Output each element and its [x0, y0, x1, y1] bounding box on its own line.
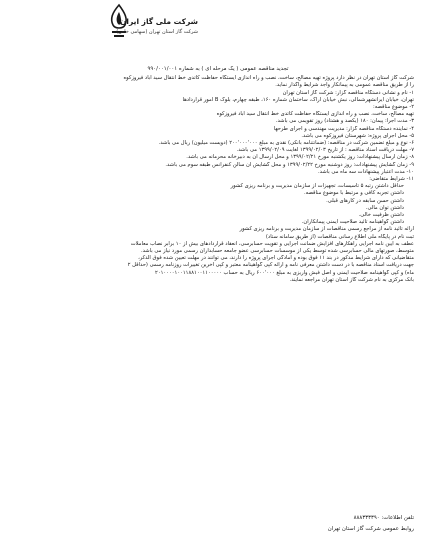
- notice-line-subject: تهیه مصالح، ساخت، نصب و راه اندازی ایستگاه حفاظت کاتدی خط انتقال سید آباد فیروزکوه: [216, 111, 414, 118]
- notice-detail-audit-2: متوسط، صورتهای مالی حسابرسی شده توسط یکی از موسسات حسابرسی عضو جامعه حسابداران رسمی مورد نیاز می باشد.: [140, 248, 414, 255]
- footer-department: روابط عمومی شرکت گاز استان تهران: [327, 526, 414, 532]
- notice-detail-audit-1: عطف به آیین نامه اجرایی راهکارهای افزایش ضمانت اجرایی و تقویت حسابرسی، انعقاد قراردادهای بیش از ۱۰ برابر نصاب معاملات: [130, 240, 414, 247]
- notice-condition-safety: داشتن گواهینامه تائید صلاحیت ایمنی پیمانکاران.: [301, 219, 404, 226]
- notice-detail-approval: ارائه تائید نامه از مراجع رسمی مناقصات از سازمان مدیریت و برنامه ریزی کشور: [239, 226, 414, 233]
- logo-company-name: شرکت ملی گاز ایران: [120, 17, 198, 26]
- notice-condition-financial: داشتن توان مالی.: [365, 204, 404, 211]
- notice-line-documents-deadline: ۷- مهلت دریافت اسناد مناقصه : از تاریخ ۱۳۹۹/۰۲/۰۳ لغایت ۱۳۹۹/۰۲/۰۹ می باشد.: [236, 147, 414, 154]
- notice-line-org-name: ۱- نام و نشانی دستگاه مناقصه گزار: شرکت گاز استان تهران: [282, 89, 414, 96]
- company-logo: [106, 3, 198, 47]
- notice-line-representative: ۴- نماینده دستگاه مناقصه گزار: مدیریت مهندسی و اجرای طرحها: [273, 125, 414, 132]
- notice-detail-registration: ثبت نام در پایگاه ملی اطلاع رسانی مناقصات (از طریق سامانه ستاد): [265, 233, 414, 240]
- notice-line-opening-date: ۹- زمان گشایش پیشنهادات: روز دوشنبه مورخ ۱۳۹۹/۰۲/۲۲ و محل گشایش آن سالن کنفرانس طبقه سوم می باشد.: [165, 161, 414, 168]
- notice-condition-rank: حداقل داشتن رتبه ۵ تاسیسات، تجهیزات از سازمان مدیریت و برنامه ریزی کشور: [230, 183, 404, 190]
- notice-line-intro-1: شرکت گاز استان تهران در نظر دارد پروژه تهیه مصالح، ساخت، نصب و راه اندازی ایستگاه حفاظت کاتدی خط انتقال سید آباد فیروزکوه: [123, 75, 414, 82]
- notice-line-subject-heading: ۲- موضوع مناقصه:: [372, 104, 414, 111]
- notice-line-duration: ۳- مدت اجرا: پیمان: ۱۸۰ (یکصد و هشتاد) روز تقویمی می باشد.: [275, 118, 414, 125]
- notice-condition-capacity: داشتن ظرفیت خالی.: [358, 212, 404, 219]
- notice-detail-apply-3: ماه) و کپی گواهینامه صلاحیت ایمنی و اصل فیش واریزی به مبلغ ۶۰۰٬۰۰۰ ریال به حساب ۲۰۱۰۰۰۰۱۰۰۱۱۸۸۱۰۰۱۱۰۰۰۰۰: [155, 269, 414, 276]
- notice-detail-apply-4: بانک مرکزی به نام شرکت گاز استان تهران مراجعه نمایند.: [289, 276, 414, 283]
- notice-conditions-heading: ۱۱- شرایط متقاضی:: [369, 176, 414, 183]
- notice-line-submission-date: ۸- زمان ارسال پیشنهادات: روز یکشنبه مورخ ۱۳۹۹/۰۲/۲۱ و محل ارسال آن به دبیرخانه محرمانه می باشد.: [186, 154, 414, 161]
- notice-line-location: ۵- محل اجرای پروژه: شهرستان فیروزکوه می باشد.: [301, 132, 414, 139]
- logo-company-subtitle: شرکت گاز استان تهران (سهامی خاص): [116, 29, 198, 35]
- notice-detail-apply-1: متقاضیانی که دارای شرایط مذکور در بند ۱۱ فوق بوده و آمادگی اجرای پروژه را دارند، می توانند در مهلت تعیین شده فوق الذکر،: [138, 255, 414, 262]
- notice-body: [22, 66, 414, 284]
- notice-condition-experience: داشتن تجربه کافی و مرتبط با موضوع مناقصه.: [304, 190, 404, 197]
- notice-title: تجدید مناقصه عمومی ( یک مرحله ای ) به شماره ۹۹۰/۰۰۱/۰۰۱: [147, 66, 289, 72]
- notice-condition-record: داشتن حسن سابقه در کارهای قبلی.: [326, 197, 404, 204]
- notice-line-org-address: تهران، خیابان ایرانشهرشمالی، نبش خیابان اراک، ساختمان شماره ۱۶۰، طبقه چهارم، بلوک B امور قراردادها: [182, 96, 414, 103]
- notice-footer: [328, 513, 414, 535]
- notice-line-intro-2: را از طریق مناقصه عمومی به پیمانکار واجد شرایط واگذار نماید.: [275, 82, 414, 89]
- notice-line-guarantee: ۶- نوع و مبلغ تضمین شرکت در مناقصه: (ضمانتنامه بانکی) نقدی به مبلغ ۲۰۰٬۰۰۰٬۰۰۰ (دویست میلیون) ریال می باشد.: [158, 140, 414, 147]
- notice-line-validity: ۱۰- مدت اعتبار پیشنهادات سه ماه می باشد.: [318, 168, 414, 175]
- notice-detail-apply-2: جهت دریافت اسناد مناقصه با در دست داشتن معرفی نامه و ارائه کپی گواهینامه معتبر و کپی آخرین تغییرات روزنامه رسمی (حداقل ۲: [127, 262, 414, 269]
- footer-phone: تلفن اطلاعات: ۸۸۸۳۳۳۳۹۰: [353, 515, 414, 521]
